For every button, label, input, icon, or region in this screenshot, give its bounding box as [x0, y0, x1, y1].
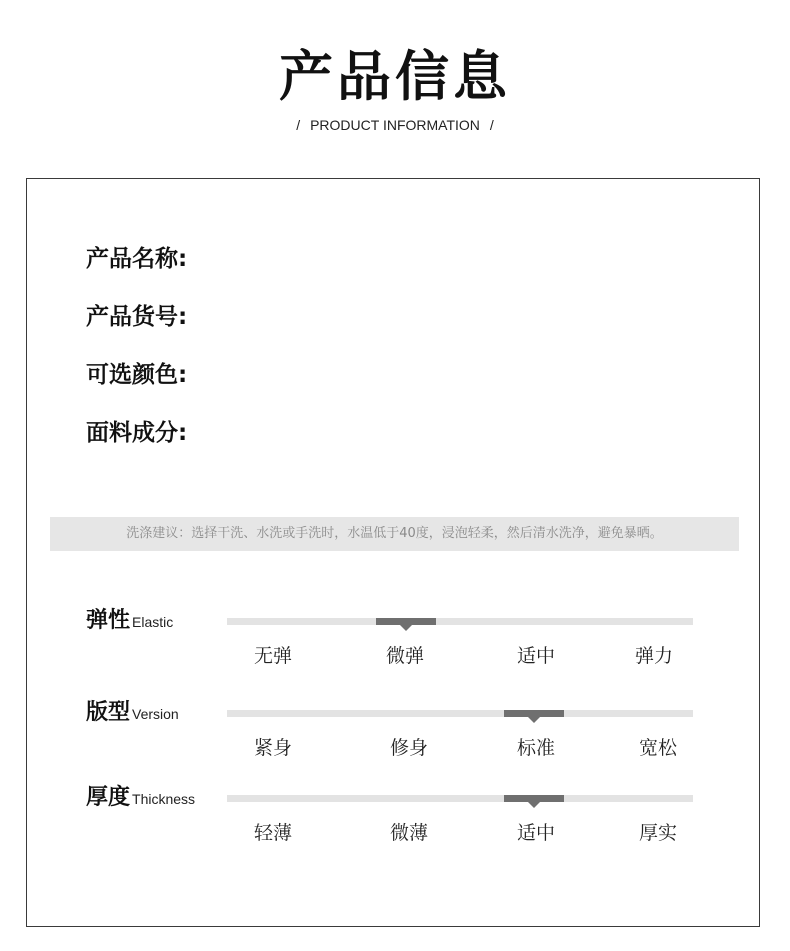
- subtitle-slash-right: /: [489, 117, 494, 133]
- elastic-name-en: Elastic: [132, 614, 174, 630]
- page-subtitle: [0, 116, 790, 134]
- subtitle-slash-left: /: [296, 117, 301, 133]
- wash-instructions: 洗涤建议：选择干洗、水洗或手洗时，水温低于40度，浸泡轻柔，然后清水洗净，避免暴晒。: [50, 517, 739, 551]
- thickness-option: 适中: [516, 822, 555, 844]
- fabric-composition-label: 面料成分:: [86, 420, 188, 446]
- version-option: 修身: [389, 737, 428, 759]
- elastic-label: [86, 607, 173, 636]
- thickness-option: 厚实: [638, 822, 677, 844]
- version-scale-marker: [504, 710, 564, 717]
- thickness-option: 轻薄: [253, 822, 292, 844]
- version-scale-track: [227, 710, 693, 717]
- thickness-scale-marker: [504, 795, 564, 802]
- thickness-scale-track: [227, 795, 693, 802]
- subtitle-text: PRODUCT INFORMATION: [310, 117, 480, 133]
- version-option: 标准: [516, 737, 555, 759]
- elastic-name: 弹性: [86, 608, 131, 633]
- version-name-en: Version: [132, 706, 179, 722]
- elastic-option: 无弹: [253, 645, 292, 667]
- thickness-name: 厚度: [86, 785, 131, 810]
- version-option: 紧身: [253, 737, 292, 759]
- page-title: 产品信息: [279, 45, 511, 108]
- elastic-scale-marker: [376, 618, 436, 625]
- available-colors-label: 可选颜色:: [86, 362, 188, 388]
- thickness-option: 微薄: [389, 822, 428, 844]
- product-name-label: 产品名称:: [86, 246, 188, 272]
- version-option: 宽松: [638, 737, 677, 759]
- info-panel: [26, 178, 760, 927]
- product-code-label: 产品货号:: [86, 304, 188, 330]
- elastic-scale-track: [227, 618, 693, 625]
- version-name: 版型: [86, 700, 131, 725]
- elastic-option: 弹力: [634, 645, 673, 667]
- version-label: [86, 699, 179, 728]
- thickness-label: [86, 784, 195, 813]
- thickness-name-en: Thickness: [132, 791, 196, 807]
- elastic-option: 适中: [516, 645, 555, 667]
- elastic-option: 微弹: [385, 645, 424, 667]
